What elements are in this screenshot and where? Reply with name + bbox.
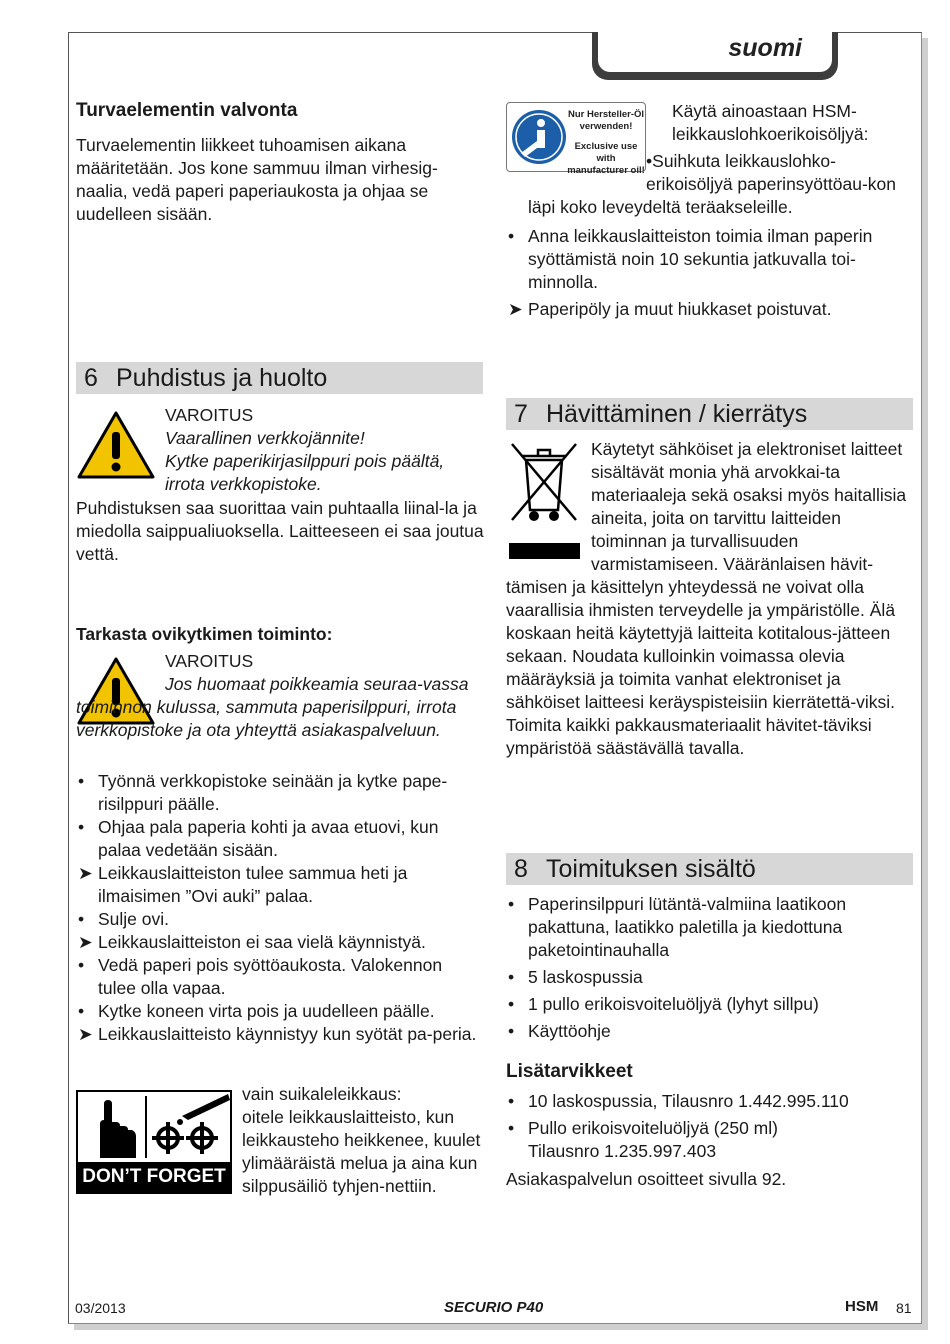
page-number: 81 (896, 1300, 912, 1316)
reminder-text (242, 1083, 484, 1198)
oil-steps-rest (506, 225, 914, 321)
section-7-heading (506, 398, 913, 430)
oil-steps (506, 150, 914, 219)
section-number: 8 (514, 855, 528, 883)
reminder-body: oitele leikkauslaitteisto, kun leikkausteho heikkenee, kuulet ylimääräistä melua ja aina kun silppusäiliö tyhjen-nettiin. (242, 1107, 481, 1196)
door-check-steps (76, 770, 484, 1046)
list-item: ➤ Paperipöly ja muut hiukkaset poistuvat. (508, 299, 832, 319)
reminder-line: vain suikaleleikkaus: (242, 1084, 402, 1104)
list-item: • Käyttöohje (508, 1021, 611, 1041)
warning-line: Vaarallinen verkkojännite! (165, 428, 365, 448)
list-item: ➤ Leikkauslaitteiston tulee sammua heti ja ilmaisimen ”Ovi auki” palaa. (78, 863, 408, 906)
section-title: Hävittäminen / kierrätys (546, 400, 808, 428)
delivery-contents (506, 893, 914, 1043)
list-item: • Kytke koneen virta pois ja uudelleen päälle. (78, 1001, 435, 1021)
list-item: • 5 laskospussia (508, 967, 643, 987)
section-title: Toimituksen sisältö (546, 855, 756, 883)
oil-gears-icon (78, 1092, 230, 1162)
list-item: • Ohjaa pala paperia kohti ja avaa etuovi, kun palaa vedetään sisään. (78, 817, 439, 860)
disposal-text: Käytetyt sähköiset ja elektroniset laitteet sisältävät monia yhä arvokkai-ta materiaaleja sekä osaksi myös haitallisia aineita, joita on tarvittu laitteiden toiminnan ja turvallisuuden varmistamiseen. Vääränlaisen hävit-tämisen ja käsittelyn yhteydessä ne voivat olla vaarallisia ihmisten terveydelle ja ympäristölle. Älä koskaan heitä käytettyjä laitteita kotitalous-jätteen sekaan. Noudata kulloinkin voimassa olevia määräyksiä ja toimita vanhat elektroniset ja sähköiset laitteesi keräyspisteisiin kierrätettä-viksi. Toimita kaikki pakkausmateriaalit hävitet-täviksi ympäristöä säästävällä tavalla. (506, 439, 907, 758)
list-item: ➤ Leikkauslaitteiston ei saa vielä käynnistyä. (78, 932, 426, 952)
list-item: • Työnnä verkkopistoke seinään ja kytke pape-risilppuri päälle. (78, 771, 448, 814)
cleaning-text: Puhdistuksen saa suorittaa vain puhtaalla liinal-la ja miedolla saippualiuoksella. Laitteeseen ei saa joutua vettä. (76, 498, 484, 564)
list-item: • Pullo erikoisvoiteluöljyä (250 ml) Tilausnro 1.235.997.403 (508, 1118, 778, 1161)
section-number: 7 (514, 400, 528, 428)
warning-triangle-icon (76, 410, 156, 480)
list-item: • 1 pullo erikoisvoiteluöljyä (lyhyt sillpu) (508, 994, 819, 1014)
dont-forget-badge: DON’T FORGET (78, 1162, 230, 1192)
service-note: Asiakaspalvelun osoitteet sivulla 92. (506, 1169, 787, 1189)
list-item: • Paperinsilppuri lütäntä-valmiina laatikoon pakattuna, laatikko paletilla ja kiedottuna paketointinauhalla (508, 894, 847, 960)
footer-date: 03/2013 (75, 1300, 126, 1316)
language-label: suomi (598, 32, 832, 72)
safety-monitoring-text: Turvaelementin liikkeet tuhoamisen aikana määritetään. Jos kone sammuu ilman virhesig-naalia, vedä paperi paperiaukosta ja ohjaa se uudelleen sisään. (76, 135, 438, 224)
oil-sign-english: Exclusive use with manufacturer oil! (567, 141, 645, 176)
section-6-heading (76, 362, 483, 394)
warning-line: Kytke paperikirjasilppuri pois päältä, irrota verkkopistoke. (165, 451, 445, 494)
warning-label: VAROITUS (165, 651, 254, 671)
warning-block-voltage (165, 404, 483, 496)
list-item: • Anna leikkauslaitteiston toimia ilman paperin syöttämistä noin 10 sekuntia jatkuvalla toi-minnolla. (508, 226, 873, 292)
accessories-title: Lisätarvikkeet (506, 1061, 633, 1082)
door-check-title: Tarkasta ovikytkimen toiminto: (76, 624, 333, 644)
accessories-list (506, 1090, 914, 1163)
footer-model: SECURIO P40 (444, 1299, 544, 1316)
warning-label: VAROITUS (165, 405, 254, 425)
oil-intro: Käytä ainoastaan HSM-leikkauslohkoerikoisöljyä: (672, 101, 869, 144)
list-item: • Vedä paperi pois syöttöaukosta. Valokennon tulee olla vapaa. (78, 955, 443, 998)
section-title-safety-monitoring: Turvaelementin valvonta (76, 100, 298, 121)
list-item: • Sulje ovi. (78, 909, 170, 929)
footer-brand-logo: HSM (845, 1298, 879, 1315)
section-number: 6 (84, 364, 98, 392)
dont-forget-pictogram (76, 1090, 232, 1194)
list-item: ➤ Leikkauslaitteisto käynnistyy kun syötät pa-peria. (78, 1024, 477, 1044)
section-title: Puhdistus ja huolto (116, 364, 328, 392)
warning-text: Jos huomaat poikkeamia seuraa-vassa toiminnon kulussa, sammuta paperisilppuri, irrota verkkopistoke ja ota yhteyttä asiakaspalveluun. (76, 674, 469, 740)
section-8-heading (506, 853, 913, 885)
oil-sign-german: Nur Hersteller-Öl verwenden! (567, 109, 645, 132)
list-item: • 10 laskospussia, Tilausnro 1.442.995.110 (508, 1091, 849, 1111)
list-item: •Suihkuta leikkauslohko-erikoisöljyä paperinsyöttöau-kon läpi koko leveydeltä teräakseleille. (528, 151, 896, 217)
